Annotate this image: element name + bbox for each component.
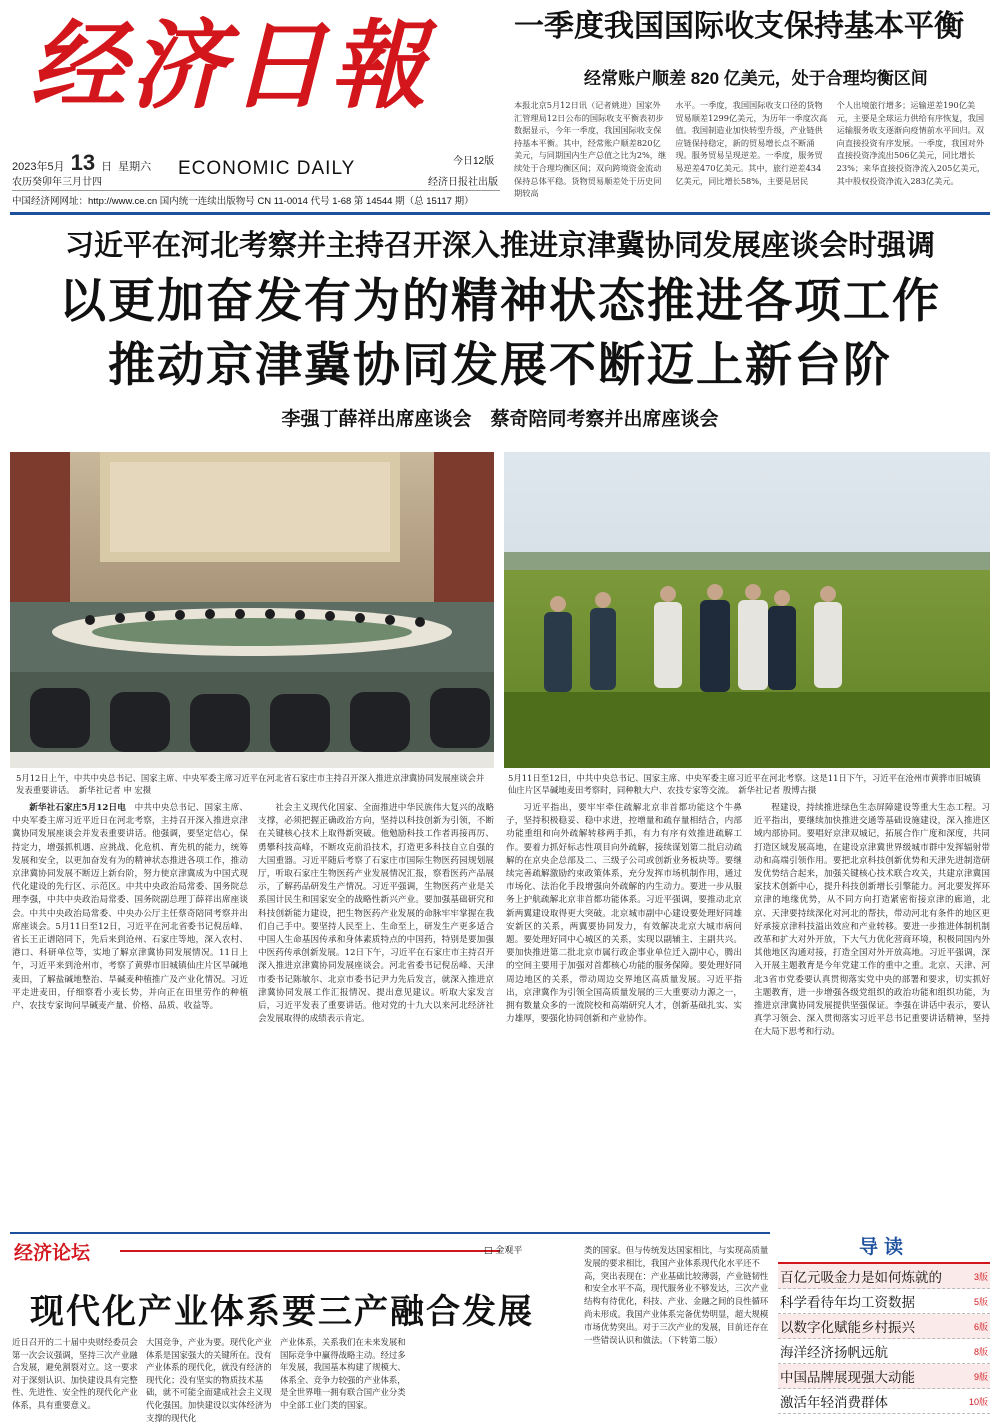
guide-list [778, 1264, 990, 1414]
guide-item-page: 10版 [968, 1396, 988, 1407]
article-dateline: 新华社石家庄5月12日电 [29, 803, 126, 813]
newspaper-logo[interactable]: 经济日報 [30, 9, 430, 122]
guide-item[interactable] [778, 1339, 990, 1364]
divider-rule [10, 212, 990, 215]
forum-title[interactable]: 现代化产业体系要三产融合发展 [30, 1292, 534, 1332]
guide-item[interactable] [778, 1389, 990, 1414]
weekday: 星期六 [118, 161, 152, 173]
masthead [0, 0, 1000, 208]
lead-main-line-2[interactable]: 推动京津冀协同发展不断迈上新台阶 [108, 338, 892, 393]
lead-story-headlines [0, 220, 1000, 438]
lead-over-head[interactable]: 习近平在河北考察并主持召开深入推进京津冀协同发展座谈会时强调 [64, 228, 935, 262]
wheat-field-photo[interactable] [504, 452, 990, 768]
guide-item-page: 9版 [973, 1371, 988, 1382]
top-news-subhead: 经常账户顺差 820 亿美元，处于合理均衡区间 [584, 69, 928, 88]
info-bar: 中国经济网网址：http://www.ce.cn 国内统一连续出版物号 CN 11-0014 代号 1-68 第 14544 期（总 15117 期） [12, 190, 500, 206]
guide-item[interactable] [778, 1314, 990, 1339]
guide-item-title: 海洋经济扬帆远航 [780, 1345, 888, 1361]
date-prefix: 2023年5月 [12, 161, 65, 173]
forum-section-tag: 经济论坛 [14, 1242, 91, 1264]
guide-item[interactable] [778, 1364, 990, 1389]
wheat-field-photo-caption: 5月11日至12日，中共中央总书记、国家主席、中央军委主席习近平在河北考察。这是11日下午，习近平在沧州市黄骅市旧城镇仙庄片区旱碱地麦田考察时，同种粮大户、农技专家等交流。 新华社记者 殷博古摄 [508, 773, 981, 795]
meeting-photo[interactable] [10, 452, 494, 768]
guide-item[interactable] [778, 1264, 990, 1289]
article-column-4-text: 程建设，持续推进绿色生态屏障建设等重大生态工程。习近平指出，要继续加快推进交通等基础设施建设，深入推进区域内部协同。要唱好京津双城记，拓展合作广度和深度，共同打造区域发展高地，在建设京津冀世界级城市群中发挥辐射带动和高端引领作用。要把北京科技创新优势和天津先进制造研发优势结合起来，加强关键核心技术联合攻关，共建京津冀国家技术创新中心，提升科技创新增长引擎能力。河北要发挥环京津的地缘优势，从不同方向打造紧密衔接京津的廊道，北京、天津要持续深化对河北的帮扶，带动河北有条件的地区更好承接京津科技溢出效应和产业转移。要进一步推进体制机制改革和扩大对外开放，下大气力优化营商环境，积极同国内外其他地区沟通对接，打造全国对外开放高地。习近平强调，深入开展主题教育是今年党建工作的重中之重。北京、天津、河北3省市党委要认真贯彻落实党中央的部署和要求，切实抓好主题教育，进一步增强各级党组织的政治功能和组织功能，为推进京津冀协同发展提供坚强保证。李强在讲话中表示，要认真学习领会、深入贯彻落实习近平总书记重要讲话精神，坚持在大局下思考和行动。 [754, 803, 990, 1038]
article-column-4 [754, 802, 990, 1228]
lead-main-line-1[interactable]: 以更加奋发有为的精神状态推进各项工作 [59, 274, 941, 329]
guide-box [778, 1232, 990, 1414]
guide-item-title: 以数字化赋能乡村振兴 [780, 1320, 915, 1336]
guide-item-title: 科学看待年均工资数据 [780, 1295, 915, 1311]
meeting-photo-caption: 5月12日上午，中共中央总书记、国家主席、中央军委主席习近平在河北省石家庄市主持召开深入推进京津冀协同发展座谈会并发表重要讲话。 新华社记者 申 宏摄 [16, 773, 485, 795]
top-news-col-1: 本报北京5月12日讯（记者姚进）国家外汇管理局12日公布的国际收支平衡表初步数据显示，今年一季度，我国国际收支保持基本平衡。其中，经常账户顺差820亿美元，与同期国内生产总值之比为2%，继续处于合理均衡区间；双向跨境资金流动保持总体平稳。货物贸易顺差处于历史同期较高 [514, 100, 667, 199]
lunar-date: 农历癸卯年三月廿四 [12, 177, 102, 188]
guide-item-page: 5版 [973, 1296, 988, 1307]
guide-title: 导读 [778, 1232, 990, 1264]
guide-item-page: 3版 [973, 1271, 988, 1282]
english-name: ECONOMIC DAILY [178, 158, 356, 179]
guide-item-title: 中国品牌展现强大动能 [780, 1370, 915, 1386]
article-column-2 [258, 802, 494, 1228]
publisher: 经济日报社出版 [428, 177, 498, 188]
pages-today: 今日12版 [453, 156, 495, 167]
guide-item-title: 百亿元吸金力是如何炼就的 [780, 1270, 942, 1286]
forum-top-rule [10, 1232, 770, 1234]
article-column-3 [506, 802, 742, 1228]
guide-item-page: 8版 [973, 1346, 988, 1357]
article-column-2-text: 社会主义现代化国家、全面推进中华民族伟大复兴的战略支撑，必须把握正确政治方向，坚持以科技创新为引领，不断在关键核心技术上取得新突破。他勉励科技工作者再接再厉、勇攀科技高峰，不断攻克前沿技术，打造更多科技自立自强的大国重器。习近平随后考察了石家庄市国际生物医药园规划展厅，听取石家庄生物医药产业发展情况汇报，察看医药产品展示，了解药品研发生产情况。习近平强调，生物医药产业是关系国计民生和国家安全的战略性新兴产业。要加强基础研究和科技创新能力建设，把生物医药产业发展的命脉牢牢掌握在我们自己手中。要坚持人民至上、生命至上，研发生产更多适合中国人生命基因传承和身体素质特点的中国药，特别是要加强中医药传承创新发展。12日下午，习近平在石家庄市主持召开深入推进京津冀协同发展座谈会。河北省委书记倪岳峰、天津市委书记陈敏尔、北京市委书记尹力先后发言，就深入推进京津冀协同发展工作汇报情况、提出意见建议。听取大家发言后，习近平发表了重要讲话。他对党的十九大以来河北经济社会发展取得的成绩表示肯定。 [258, 803, 494, 1025]
top-news-col-3: 个人出境旅行增多；运输逆差190亿美元，主要是全球运力供给有序恢复，我国运输服务收支逐渐向疫情前水平回归。双向直接投资有序发展。一季度，我国对外直接投资净流出506亿美元，同比增长23%；来华直接投资净流入205亿美元，其中股权投资净流入283亿美元。 [836, 100, 986, 186]
forum-tag-line [120, 1250, 500, 1252]
top-news-headline[interactable]: 一季度我国国际收支保持基本平衡 [514, 9, 964, 44]
forum-author: □ 金观平 [484, 1246, 523, 1256]
forum-text-4: 类的国家。但与传统发达国家相比，与实现高质量发展的要求相比，我国产业体系现代化水平还不高，突出表现在：产业基础比较薄弱，产业链韧性和安全水平不高，现代服务业不够发达，三次产业结构有待优化，科技、产业、金融之间的良性循环尚未形成。我国产业体系完备优势明显，超大规模市场优势突出。对于三次产业的发展，目前还存在一些错误认识和做法。（下转第二版） [584, 1245, 769, 1345]
guide-item-page: 6版 [973, 1321, 988, 1332]
forum-text-1: 近日召开的二十届中央财经委员会第一次会议强调，坚持三次产业融合发展，避免割裂对立。这一要求对于深刻认识、加快建设具有完整性、先进性、安全性的现代化产业体系，具有重要意义。 [12, 1337, 138, 1410]
article-column-1 [12, 802, 248, 1228]
lead-sub-head: 李强丁薛祥出席座谈会 蔡奇陪同考察并出席座谈会 [281, 408, 719, 430]
forum-text-2: 大国竞争，产业为要。现代化产业体系是国家强大的关键所在。没有产业体系的现代化，就没有经济的现代化；没有坚实的物质技术基础，就不可能全面建成社会主义现代化强国。加快建设以实体经济为支撑的现代化 [146, 1337, 272, 1423]
top-news-article [514, 6, 990, 206]
article-column-3-text: 习近平指出，要牢牢牵住疏解北京非首都功能这个牛鼻子，坚持积极稳妥、稳中求进，控增量和疏存量相结合，内部功能重组和向外疏解转移两手抓，有力有序有效推进疏解工作。要着力抓好标志性项目向外疏解，接续谋划第二批启动疏解的在京央企总部及二、三级子公司或创新业务板块等。要继续完善疏解激励约束政策体系，充分发挥市场机制作用，通过市场化、法治化手段增强向外疏解的内生动力。要进一步从服务上护航疏解北京非首都功能体系。习近平强调，要推动北京新两翼建设取得更大突破。北京城市副中心建设要处理好同雄安新区的关系，两翼要协同发力，有效解决北京大城市病问题。要处理好同中心城区的关系，实现以副辅主、主副共兴。要加快推进第二批北京市属行政企事业单位迁入副中心，腾出的空间主要用于加强对首都核心功能的服务保障。要处理好同周边地区的关系，带动周边交界地区高质量发展。习近平指出，京津冀作为引领全国高质量发展的三大重要动力源之一，拥有数量众多的一流院校和高端研究人才，创新基础扎实、实力雄厚，要强化协同创新和产业协作。 [506, 803, 742, 1025]
date-suffix: 日 [101, 161, 113, 173]
guide-item-title: 激活年轻消费群体 [780, 1395, 888, 1411]
article-column-1-text: 中共中央总书记、国家主席、中央军委主席习近平近日在河北考察，主持召开深入推进京津冀协同发展座谈会并发表重要讲话。他强调，要坚定信心，保持定力，增强抓机遇、应挑战、化危机、育先机的能力，统筹发展和安全，以更加奋发有为的精神状态推进各项工作，推动京津冀协同发展不断迈上新台阶，努力使京津冀成为中国式现代化建设的先行区、示范区。中共中央政治局常委、国务院总理李强，中共中央政治局常委、国务院副总理丁薛祥出席座谈会。中共中央政治局常委、中央办公厅主任蔡奇陪同考察并出席座谈会。5月11日至12日，习近平在河北省委书记倪岳峰、省长王正谱陪同下，先后来到沧州、石家庄等地，深入农村、港口、科研单位等，实地了解京津冀协同发展情况。11日上午，习近平来到沧州市，考察了黄骅市旧城镇仙庄片区旱碱地麦田，了解盐碱地整治、旱碱麦种植推广及产业化情况。习近平走进麦田，仔细察看小麦长势，并向正在田里劳作的种植户、农技专家询问旱碱麦产量、价格、品质、收益等。 [12, 803, 248, 1012]
top-news-col-2: 水平。一季度，我国国际收支口径的货物贸易顺差1299亿美元，为历年一季度次高值。我国制造业加快转型升级，产业链供应链保持稳定，新的贸易增长点不断涌现。服务贸易呈现逆差。一季度，服务贸易逆差470亿美元。其中，旅行逆差434亿美元，同比增长58%，主要是居民 [675, 100, 828, 186]
guide-item[interactable] [778, 1289, 990, 1314]
date-day: 13 [70, 150, 96, 175]
forum-text-3: 产业体系，关系我们在未来发展和国际竞争中赢得战略主动。经过多年发展，我国基本构建了规模大、体系全、竞争力较强的产业体系，是全世界唯一拥有联合国产业分类中全部工业门类的国家。 [280, 1337, 406, 1410]
